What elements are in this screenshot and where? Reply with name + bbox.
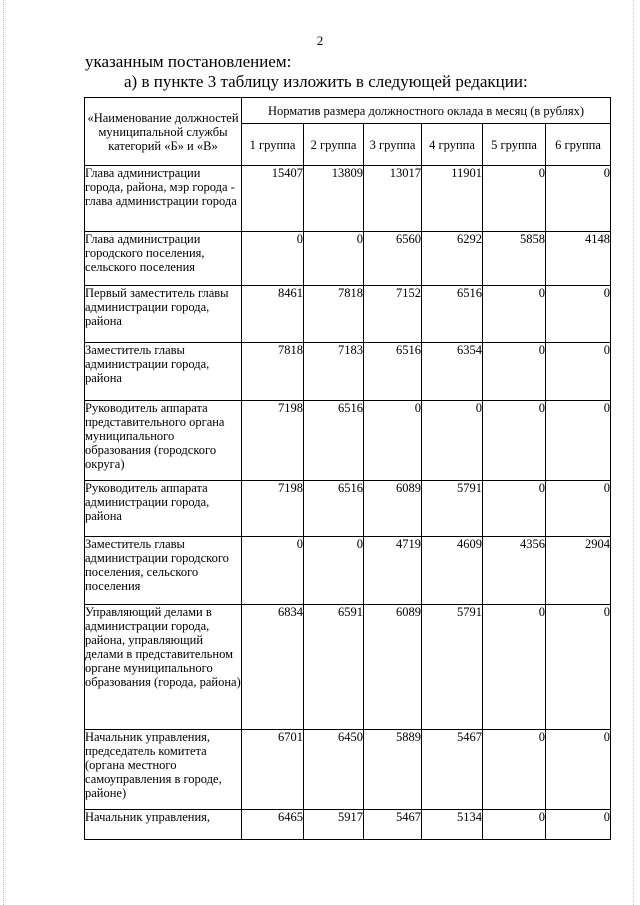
header-salary-norm: Норматив размера должностного оклада в месяц (в рублях): [242, 98, 611, 124]
group-3-value: 6089: [364, 481, 422, 537]
group-2-value: 6591: [304, 605, 364, 730]
group-4-value: 5467: [422, 730, 483, 810]
group-1-value: 7198: [242, 401, 304, 481]
group-2-value: 7818: [304, 286, 364, 343]
group-5-value: 0: [483, 605, 546, 730]
group-4-value: 6354: [422, 343, 483, 401]
position-name: Начальник управления, председатель комитета (органа местного самоуправления в городе, районе): [85, 730, 242, 810]
position-name: Заместитель главы администрации городского поселения, сельского поселения: [85, 537, 242, 605]
position-name: Глава администрации городского поселения, сельского поселения: [85, 232, 242, 286]
group-1-value: 0: [242, 232, 304, 286]
group-4-value: 5134: [422, 810, 483, 840]
group-2-value: 7183: [304, 343, 364, 401]
group-2-value: 6516: [304, 401, 364, 481]
group-5-value: 0: [483, 810, 546, 840]
header-group-6: 6 группа: [546, 124, 611, 166]
table-row: [85, 166, 611, 232]
scan-edge-left: [3, 0, 5, 905]
group-2-value: 6516: [304, 481, 364, 537]
position-name: Начальник управления,: [85, 810, 242, 840]
header-group-3: 3 группа: [364, 124, 422, 166]
group-1-value: 8461: [242, 286, 304, 343]
group-2-value: 13809: [304, 166, 364, 232]
page-number: 2: [316, 33, 324, 48]
group-6-value: 2904: [546, 537, 611, 605]
group-5-value: 5858: [483, 232, 546, 286]
position-name: Руководитель аппарата представительного органа муниципального образования (городского округа): [85, 401, 242, 481]
group-6-value: 0: [546, 286, 611, 343]
group-4-value: 4609: [422, 537, 483, 605]
group-4-value: 6516: [422, 286, 483, 343]
group-3-value: 0: [364, 401, 422, 481]
table-row: [85, 401, 611, 481]
position-name: Первый заместитель главы администрации города, района: [85, 286, 242, 343]
group-3-value: 6516: [364, 343, 422, 401]
group-6-value: 0: [546, 605, 611, 730]
group-6-value: 0: [546, 730, 611, 810]
header-group-1: 1 группа: [242, 124, 304, 166]
group-4-value: 5791: [422, 481, 483, 537]
group-3-value: 4719: [364, 537, 422, 605]
group-1-value: 6834: [242, 605, 304, 730]
header-group-2: 2 группа: [304, 124, 364, 166]
group-5-value: 0: [483, 286, 546, 343]
group-1-value: 0: [242, 537, 304, 605]
group-2-value: 0: [304, 232, 364, 286]
salary-table: [84, 97, 611, 840]
group-3-value: 7152: [364, 286, 422, 343]
group-4-value: 5791: [422, 605, 483, 730]
group-4-value: 11901: [422, 166, 483, 232]
table-row: [85, 730, 611, 810]
intro-line-1: указанным постановлением:: [85, 52, 292, 71]
group-3-value: 5467: [364, 810, 422, 840]
group-2-value: 0: [304, 537, 364, 605]
position-name: Заместитель главы администрации города, района: [85, 343, 242, 401]
group-6-value: 0: [546, 343, 611, 401]
group-1-value: 7818: [242, 343, 304, 401]
group-2-value: 5917: [304, 810, 364, 840]
group-1-value: 7198: [242, 481, 304, 537]
table-row: [85, 286, 611, 343]
header-position-name: «Наименование должностей муниципальной службы категорий «Б» и «В»: [85, 98, 242, 166]
group-5-value: 0: [483, 481, 546, 537]
group-6-value: 0: [546, 401, 611, 481]
group-5-value: 0: [483, 166, 546, 232]
table-row: [85, 810, 611, 840]
table-row: [85, 232, 611, 286]
group-6-value: 4148: [546, 232, 611, 286]
group-1-value: 6465: [242, 810, 304, 840]
header-group-5: 5 группа: [483, 124, 546, 166]
position-name: Управляющий делами в администрации города, района, управляющий делами в представительном органе муниципального образования (города, района): [85, 605, 242, 730]
intro-line-2: а) в пункте 3 таблицу изложить в следующей редакции:: [124, 72, 528, 91]
group-3-value: 5889: [364, 730, 422, 810]
group-6-value: 0: [546, 481, 611, 537]
scan-edge-right: [633, 0, 635, 905]
group-5-value: 0: [483, 343, 546, 401]
table-row: [85, 481, 611, 537]
group-5-value: 0: [483, 401, 546, 481]
group-4-value: 6292: [422, 232, 483, 286]
table-row: [85, 605, 611, 730]
table-row: [85, 537, 611, 605]
position-name: Руководитель аппарата администрации города, района: [85, 481, 242, 537]
group-6-value: 0: [546, 166, 611, 232]
group-3-value: 6089: [364, 605, 422, 730]
group-1-value: 15407: [242, 166, 304, 232]
group-5-value: 0: [483, 730, 546, 810]
group-2-value: 6450: [304, 730, 364, 810]
group-3-value: 6560: [364, 232, 422, 286]
group-6-value: 0: [546, 810, 611, 840]
group-1-value: 6701: [242, 730, 304, 810]
group-4-value: 0: [422, 401, 483, 481]
table-row: [85, 343, 611, 401]
header-group-4: 4 группа: [422, 124, 483, 166]
group-3-value: 13017: [364, 166, 422, 232]
position-name: Глава администрации города, района, мэр города - глава администрации города: [85, 166, 242, 232]
group-5-value: 4356: [483, 537, 546, 605]
